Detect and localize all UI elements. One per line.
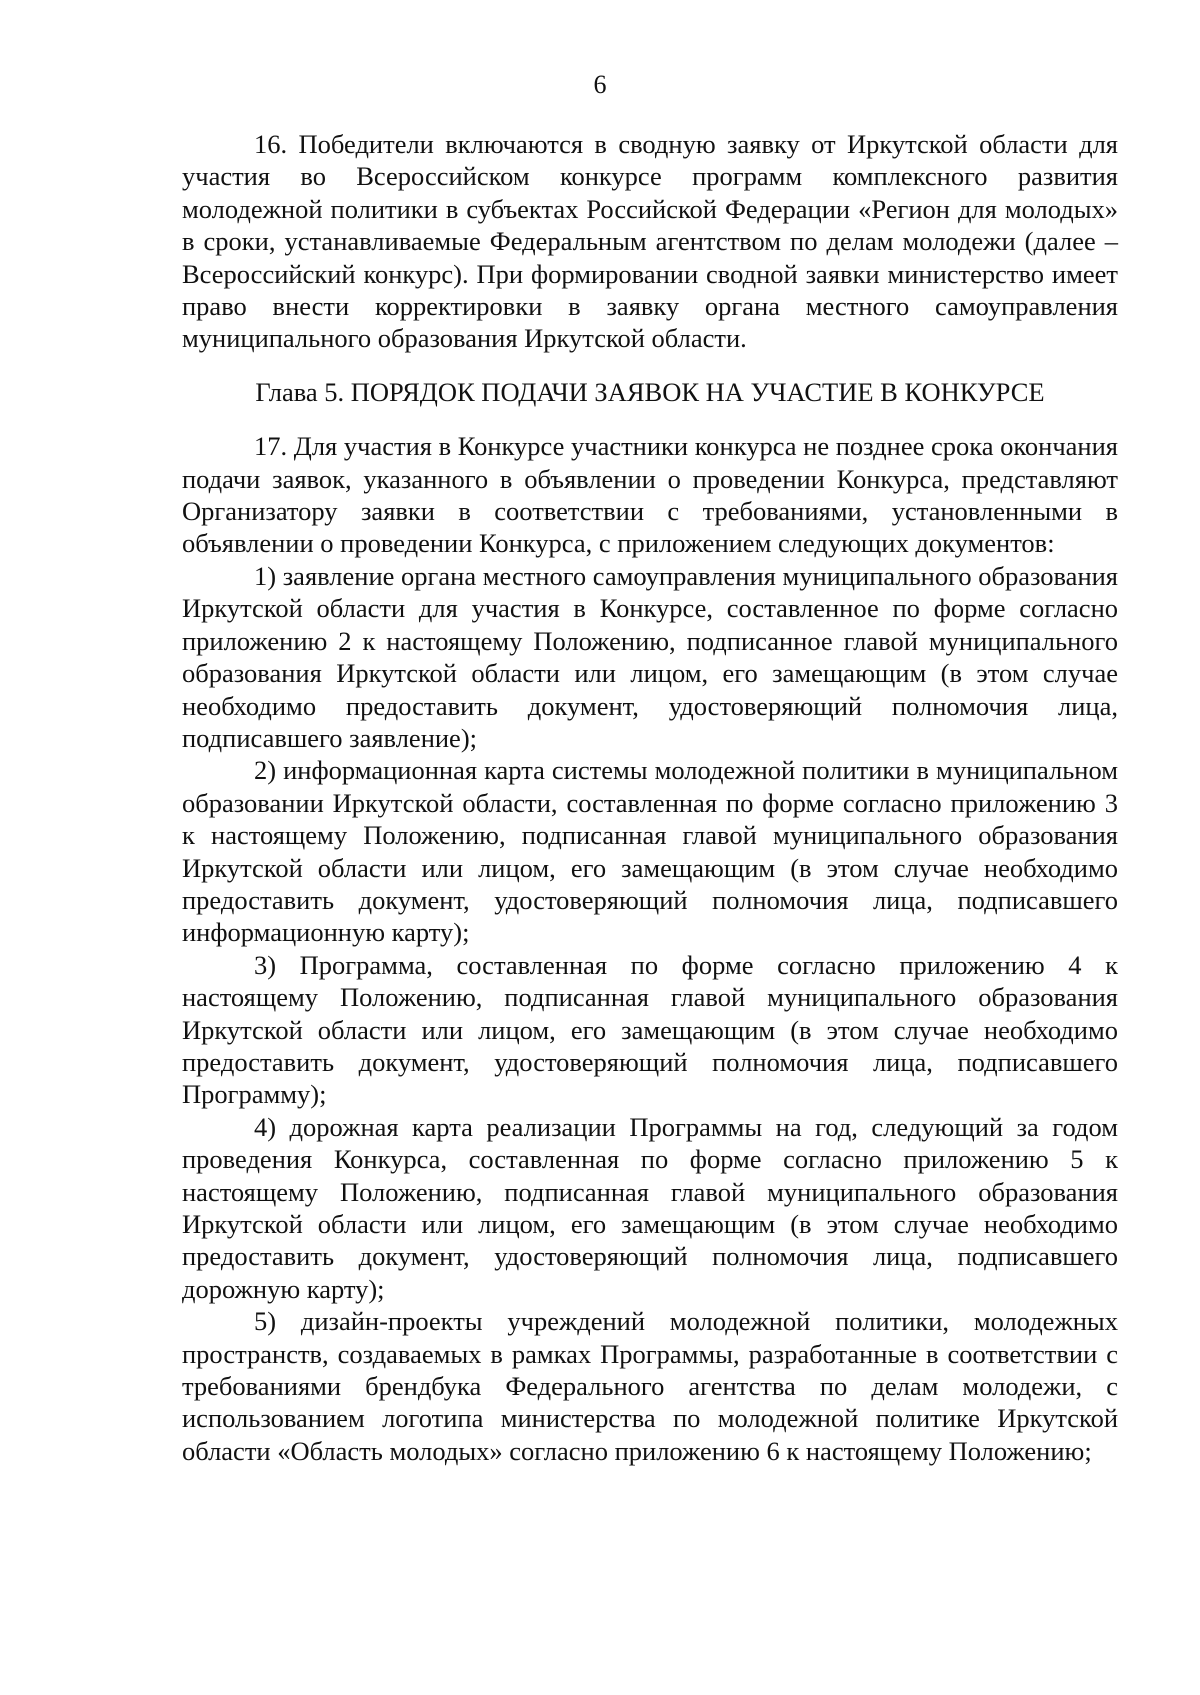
list-item-3: 3) Программа, составленная по форме согласно приложению 4 к настоящему Положению, подписанная главой муниципального образования Иркутской области или лицом, его замещающим (в этом случае необходимо предоставить документ, удостоверяющий полномочия лица, подписавшего Программу); — [182, 949, 1118, 1110]
list-item-2: 2) информационная карта системы молодежной политики в муниципальном образовании Иркутской области, составленная по форме согласно приложению 3 к настоящему Положению, подписанная главой муниципального образования Иркутской области или лицом, его замещающим (в этом случае необходимо предоставить документ, удостоверяющий полномочия лица, подписавшего информационную карту); — [182, 755, 1118, 948]
list-item-5: 5) дизайн-проекты учреждений молодежной политики, молодежных пространств, создаваемых в рамках Программы, разработанные в соответствии с требованиями брендбука Федерального агентства по делам молодежи, с использованием логотипа министерства по молодежной политике Иркутской области «Область молодых» согласно приложению 6 к настоящему Положению; — [182, 1306, 1118, 1466]
paragraph-16: 16. Победители включаются в сводную заявку от Иркутской области для участия во Всероссийском конкурсе программ комплексного развития молодежной политики в субъектах Российской Федерации «Регион для молодых» в сроки, устанавливаемые Федеральным агентством по делам молодежи (далее – Всероссийский конкурс). При формировании сводной заявки министерство имеет право внести корректировки в заявку органа местного самоуправления муниципального образования Иркутской области. — [182, 129, 1118, 354]
chapter-heading: Глава 5. ПОРЯДОК ПОДАЧИ ЗАЯВОК НА УЧАСТИЕ В КОНКУРСЕ — [255, 376, 1045, 407]
page-number: 6 — [593, 70, 607, 99]
document-body — [182, 128, 1118, 1467]
list-item-1: 1) заявление органа местного самоуправления муниципального образования Иркутской области для участия в Конкурсе, составленное по форме согласно приложению 2 к настоящему Положению, подписанное главой муниципального образования Иркутской области или лицом, его замещающим (в этом случае необходимо предоставить документ, удостоверяющий полномочия лица, подписавшего заявление); — [182, 560, 1118, 753]
paragraph-17: 17. Для участия в Конкурсе участники конкурса не позднее срока окончания подачи заявок, указанного в объявлении о проведении Конкурса, представляют Организатору заявки в соответствии с требованиями, установленными в объявлении о проведении Конкурса, с приложением следующих документов: — [182, 431, 1118, 559]
list-item-4: 4) дорожная карта реализации Программы на год, следующий за годом проведения Конкурса, составленная по форме согласно приложению 5 к настоящему Положению, подписанная главой муниципального образования Иркутской области или лицом, его замещающим (в этом случае необходимо предоставить документ, удостоверяющий полномочия лица, подписавшего дорожную карту); — [182, 1111, 1118, 1304]
